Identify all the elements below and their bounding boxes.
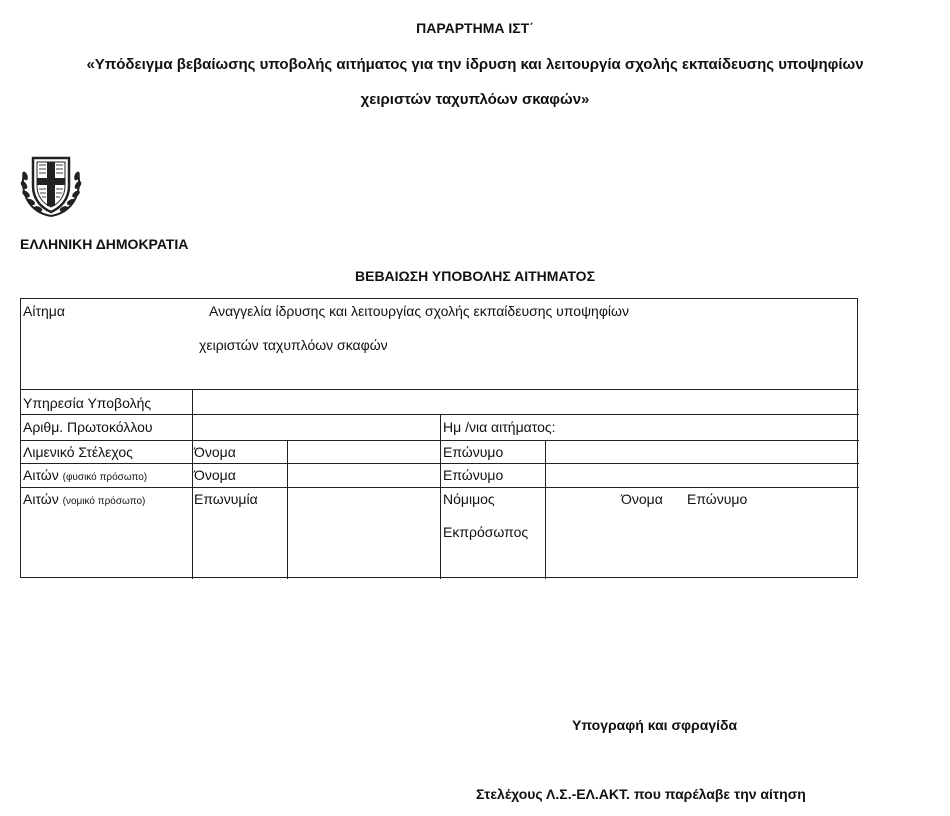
port-officer-name-label: Όνομα: [194, 444, 236, 460]
subtitle-line-1: «Υπόδειγμα βεβαίωσης υποβολής αιτήματος για την ίδρυση και λειτουργία σχολής εκπαίδευσης υποψηφίων: [86, 56, 864, 73]
request-form-table: [20, 298, 858, 578]
protocol-label: Αριθμ. Πρωτοκόλλου: [23, 419, 153, 435]
applicant-natural-name-label: Όνομα: [194, 467, 236, 483]
signature-line-1: Υπογραφή και σφραγίδα: [572, 717, 738, 733]
company-name-label: Επωνυμία: [194, 491, 258, 507]
applicant-legal-label: [23, 491, 145, 507]
date-label: Ημ /νια αιτήματος:: [443, 419, 556, 435]
request-text-line-1: Αναγγελία ίδρυσης και λειτουργίας σχολής εκπαίδευσης υποψηφίων: [209, 303, 629, 319]
column-divider: [545, 440, 546, 579]
request-label: Αίτημα: [23, 303, 65, 319]
column-divider: [192, 389, 193, 579]
applicant-natural-label-text: Αιτών: [23, 467, 59, 483]
subtitle-line-2: χειριστών ταχυπλόων σκαφών»: [360, 91, 590, 108]
service-label: Υπηρεσία Υποβολής: [23, 395, 152, 411]
port-officer-surname-label: Επώνυμο: [443, 444, 504, 460]
row-divider: [21, 389, 859, 390]
legal-rep-surname-label: Επώνυμο: [687, 491, 748, 507]
port-officer-label: Λιμενικό Στέλεχος: [23, 444, 133, 460]
request-text-line-2: χειριστών ταχυπλόων σκαφών: [199, 337, 388, 353]
applicant-natural-note: (φυσικό πρόσωπο): [62, 472, 148, 483]
legal-rep-name-label: Όνομα: [621, 491, 663, 507]
annex-heading: ΠΑΡΑΡΤΗΜΑ ΙΣΤ΄: [416, 20, 534, 36]
applicant-natural-label: [23, 467, 147, 483]
legal-rep-label-line-2: Εκπρόσωπος: [443, 524, 529, 540]
applicant-legal-note: (νομικό πρόσωπο): [62, 496, 146, 507]
legal-rep-label-line-1: Νόμιμος: [443, 491, 495, 507]
column-divider: [440, 414, 441, 579]
applicant-legal-label-text: Αιτών: [23, 491, 59, 507]
applicant-natural-surname-label: Επώνυμο: [443, 467, 504, 483]
column-divider: [287, 440, 288, 579]
signature-line-2: Στελέχους Λ.Σ.-ΕΛ.ΑΚΤ. που παρέλαβε την αίτηση: [476, 786, 806, 802]
document-title: ΒΕΒΑΙΩΣΗ ΥΠΟΒΟΛΗΣ ΑΙΤΗΜΑΤΟΣ: [355, 268, 595, 284]
republic-label: ΕΛΛΗΝΙΚΗ ΔΗΜΟΚΡΑΤΙΑ: [20, 236, 189, 252]
hellenic-coat-of-arms-icon: [18, 150, 84, 220]
